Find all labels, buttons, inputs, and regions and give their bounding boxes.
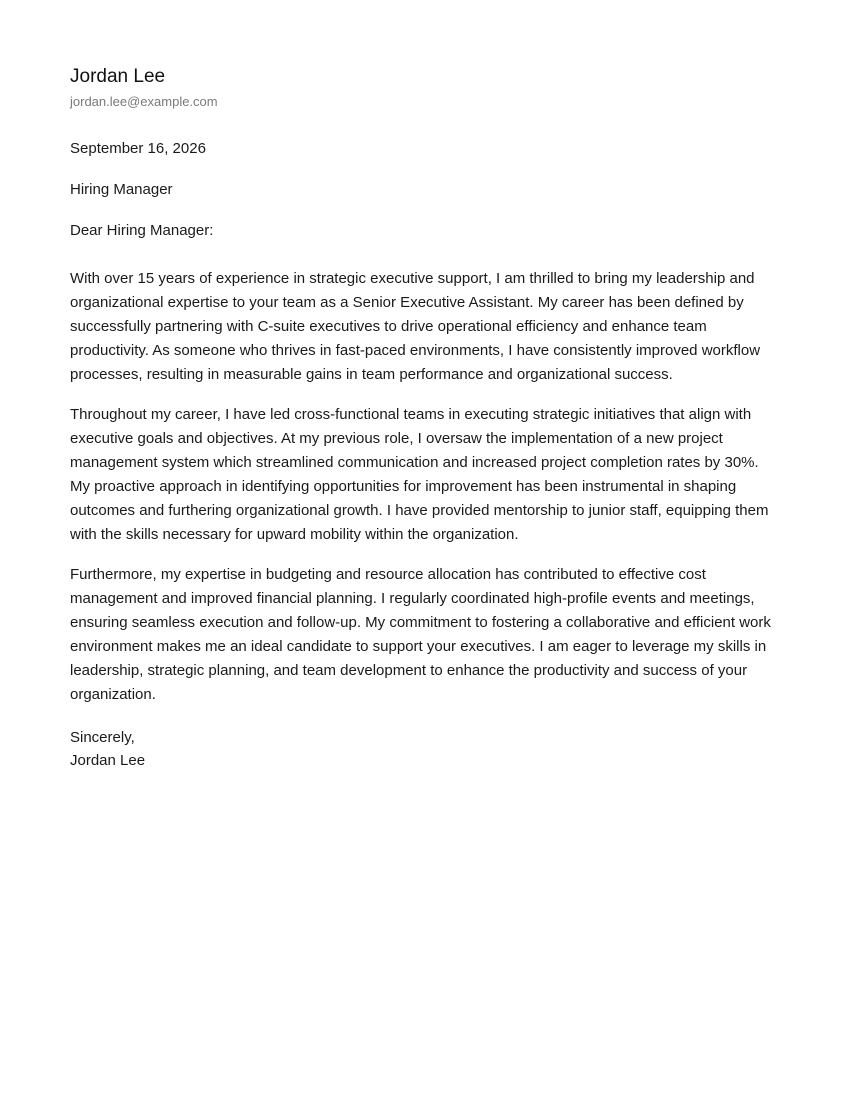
recipient: Hiring Manager bbox=[70, 181, 173, 198]
salutation: Dear Hiring Manager: bbox=[70, 222, 214, 239]
sender-name: Jordan Lee bbox=[70, 66, 166, 87]
letter-body bbox=[70, 267, 780, 707]
sender-email: jordan.lee@example.com bbox=[70, 94, 218, 109]
body-paragraph-1: With over 15 years of experience in strategic executive support, I am thrilled to bring my leadership and organizational expertise to your team as a Senior Executive Assistant. My career has been defined by successfully partnering with C-suite executives to drive operational efficiency and enhance team productivity. As someone who thrives in fast-paced environments, I have consistently improved workflow processes, resulting in measurable gains in team performance and organizational success. bbox=[70, 270, 761, 383]
letter-header bbox=[70, 64, 780, 111]
closing: Sincerely, bbox=[70, 729, 135, 746]
body-paragraph-3: Furthermore, my expertise in budgeting and resource allocation has contributed to effective cost management and improved financial planning. I regularly coordinated high-profile events and meetings, ensuring seamless execution and follow-up. My commitment to fostering a collaborative and efficient work environment makes me an ideal candidate to support your executives. I am eager to leverage my skills in leadership, strategic planning, and team development to enhance the productivity and success of your organization. bbox=[70, 566, 771, 703]
body-paragraph-2: Throughout my career, I have led cross-functional teams in executing strategic initiatives that align with executive goals and objectives. At my previous role, I oversaw the implementation of a new project management system which streamlined communication and increased project completion rates by 30%. My proactive approach in identifying opportunities for improvement has been instrumental in shaping outcomes and furthering organizational growth. I have provided mentorship to junior staff, equipping them with the skills necessary for upward mobility within the organization. bbox=[70, 406, 769, 543]
letter-date: September 16, 2026 bbox=[70, 140, 206, 157]
signature-name: Jordan Lee bbox=[70, 752, 146, 769]
